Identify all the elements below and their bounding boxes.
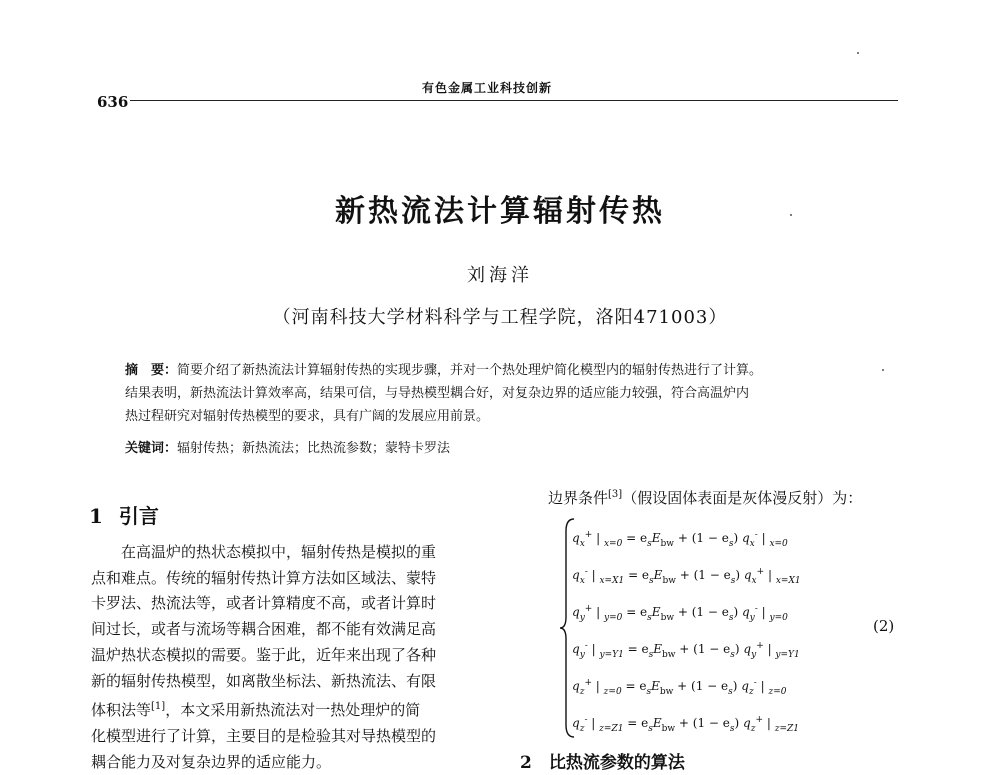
- boundary-equation: [572, 702, 801, 739]
- equation-token: + (1 − e: [679, 642, 731, 656]
- equation-token: z=0: [603, 687, 622, 697]
- equation-token: q: [743, 716, 751, 730]
- section-heading: [89, 500, 159, 529]
- equation-token: ): [733, 605, 739, 619]
- equation-token: ): [734, 642, 740, 656]
- equation-token: = e: [627, 642, 649, 656]
- boundary-intro: [548, 487, 862, 508]
- journal-name: 有色金属工业科技创新: [422, 81, 553, 95]
- section-title: 引言: [118, 504, 159, 528]
- equation-token: y: [751, 650, 757, 660]
- header-rule: [130, 100, 898, 101]
- equation-system: [572, 517, 801, 739]
- equation-token: y: [579, 650, 585, 660]
- equation-token: y: [579, 613, 585, 623]
- equation-token: x: [751, 576, 757, 586]
- equation-token: E: [653, 642, 662, 656]
- author: 刘海洋: [467, 265, 533, 286]
- equation-token: s: [647, 613, 652, 623]
- equation-token: q: [572, 679, 580, 693]
- boundary-equation: [572, 554, 801, 591]
- equation-token: ): [735, 568, 741, 582]
- equation-token: E: [651, 679, 660, 693]
- equation-token: + (1 − e: [677, 605, 729, 619]
- equation-token: y=Y1: [599, 650, 624, 660]
- equation-token: x: [579, 539, 585, 549]
- equation-token: = e: [625, 679, 647, 693]
- boundary-equation: [572, 591, 801, 628]
- scan-speck: [857, 52, 859, 54]
- equation-token: q: [572, 568, 580, 582]
- equation-token: z: [748, 687, 754, 697]
- equation-token: = e: [627, 716, 649, 730]
- paper-title: 新热流法计算辐射传热: [335, 194, 665, 229]
- equation-token: bw: [662, 576, 676, 586]
- equation-token: +: [756, 567, 765, 577]
- equation-token: y: [749, 613, 755, 623]
- equation-token: q: [741, 605, 750, 619]
- equation-token: E: [651, 531, 661, 545]
- equation-token: |: [592, 605, 604, 619]
- abstract-label: 摘 要：: [125, 363, 178, 378]
- body-line: 化模型进行了计算，主要目的是检验其对导热模型的: [91, 726, 437, 745]
- body-line: 新的辐射传热模型，如离散坐标法、新热流法、有限: [91, 671, 437, 690]
- equation-token: q: [572, 531, 580, 545]
- equation-token: ): [734, 716, 740, 730]
- equation-token: -: [754, 530, 758, 540]
- abstract: [125, 359, 885, 428]
- equation-token: |: [763, 716, 775, 730]
- equation-token: q: [572, 642, 580, 656]
- equation-token: z: [579, 724, 585, 734]
- body-line: 体积法等: [91, 701, 152, 720]
- equation-token: s: [648, 724, 653, 734]
- equation-token: s: [646, 687, 652, 697]
- equation-token: s: [648, 650, 654, 660]
- equation-token: |: [756, 679, 769, 693]
- equation-token: z=Z1: [774, 724, 799, 734]
- equation-token: y=0: [604, 613, 623, 623]
- boundary-equation: [572, 517, 801, 554]
- equation-token: z: [750, 724, 756, 734]
- abstract-line: 结果表明，新热流法计算效率高，结果可信，与导热模型耦合好，对复杂边界的适应能力较强，符合高温炉内: [125, 386, 750, 401]
- equation-token: x=X1: [599, 576, 625, 586]
- citation-ref: [1]: [151, 701, 166, 713]
- equation-token: E: [653, 568, 663, 582]
- body-line: ，本文采用新热流法对一热处理炉的简: [165, 701, 421, 720]
- equation-token: bw: [660, 613, 675, 623]
- boundary-equation: [572, 628, 801, 665]
- equation-token: E: [651, 605, 661, 619]
- equation-token: +: [755, 715, 764, 725]
- equation-token: s: [730, 576, 736, 586]
- equation-token: s: [728, 613, 734, 623]
- intro-text: （假设固体表面是灰体漫反射）为：: [622, 489, 863, 507]
- equation-token: z=0: [768, 687, 787, 697]
- equation-token: -: [584, 641, 588, 651]
- equation-token: |: [591, 679, 604, 693]
- equation-token: x=0: [769, 539, 788, 549]
- equation-token: |: [764, 568, 776, 582]
- equation-token: -: [753, 678, 757, 688]
- affiliation: （河南科技大学材料科学与工程学院，洛阳471003）: [272, 307, 728, 328]
- section-number: 1: [89, 504, 103, 528]
- equation-token: y=0: [769, 613, 788, 623]
- equation-token: -: [584, 567, 588, 577]
- equation-token: |: [587, 716, 600, 730]
- body-line: 在高温炉的热状态模拟中，辐射传热是模拟的重: [121, 543, 437, 561]
- equation-token: s: [649, 576, 654, 586]
- equation-token: s: [728, 539, 734, 549]
- equation-token: bw: [660, 539, 674, 549]
- equation-token: |: [763, 642, 776, 656]
- equation-token: ): [732, 679, 738, 693]
- boundary-equation: [572, 665, 801, 702]
- equation-token: + (1 − e: [677, 531, 729, 545]
- keywords-text: 辐射传热；新热流法；比热流参数；蒙特卡罗法: [177, 441, 451, 456]
- equation-token: +: [584, 678, 592, 688]
- equation-token: +: [584, 604, 593, 614]
- equation-token: s: [728, 687, 733, 697]
- equation-token: y=Y1: [775, 650, 800, 660]
- equation-token: -: [754, 604, 758, 614]
- equation-token: |: [592, 531, 604, 545]
- next-section-heading: 2 比热流参数的算法: [520, 753, 685, 773]
- body-line: 温炉热状态模拟的需要。鉴于此，近年来出现了各种: [91, 645, 437, 664]
- equation-token: = e: [626, 605, 648, 619]
- equation-token: s: [729, 724, 735, 734]
- equation-token: E: [652, 716, 662, 730]
- equation-token: x: [579, 576, 585, 586]
- equation-token: s: [647, 539, 652, 549]
- body-line: 间过长，或者与流场等耦合困难，都不能有效满足高: [91, 620, 437, 639]
- equation-token: +: [756, 641, 764, 651]
- equation-token: = e: [626, 531, 648, 545]
- equation-token: q: [572, 716, 580, 730]
- equation-token: x=X1: [775, 576, 801, 586]
- equation-token: z: [579, 687, 585, 697]
- equation-token: + (1 − e: [678, 716, 730, 730]
- abstract-line: 简要介绍了新热流法计算辐射传热的实现步骤，并对一个热处理炉简化模型内的辐射传热进行了计算。: [177, 363, 763, 378]
- equation-token: |: [587, 642, 600, 656]
- equation-token: q: [741, 531, 750, 545]
- equation-token: q: [743, 568, 752, 582]
- equation-token: q: [572, 605, 580, 619]
- equation-token: s: [730, 650, 735, 660]
- abstract-line: 热过程研究对辐射传热模型的要求，具有广阔的发展应用前景。: [125, 409, 490, 424]
- section-body: [91, 540, 491, 771]
- body-line: 卡罗法、热流法等，或者计算精度不高，或者计算时: [91, 594, 437, 613]
- equation-token: |: [757, 605, 770, 619]
- equation-token: + (1 − e: [679, 568, 731, 582]
- equation-token: bw: [661, 724, 676, 734]
- equation-token: x=0: [603, 539, 623, 549]
- equation-token: |: [587, 568, 600, 582]
- keywords: [125, 437, 450, 456]
- equation-token: bw: [662, 650, 676, 660]
- page-number: 636: [97, 93, 129, 111]
- equation-token: -: [584, 715, 588, 725]
- equation-token: x: [749, 539, 755, 549]
- intro-text: 边界条件: [548, 489, 609, 507]
- equation-token: = e: [628, 568, 650, 582]
- equation-token: + (1 − e: [677, 679, 729, 693]
- equation-token: |: [757, 531, 770, 545]
- equation-token: +: [584, 530, 593, 540]
- body-line: 耦合能力及对复杂边界的适应能力。: [91, 752, 332, 771]
- keywords-label: 关键词：: [125, 441, 178, 456]
- equation-token: z=Z1: [599, 724, 624, 734]
- equation-token: q: [741, 679, 749, 693]
- citation-ref: [3]: [608, 489, 623, 500]
- equation-token: ): [733, 531, 739, 545]
- equation-token: q: [743, 642, 752, 656]
- equation-number: (2): [873, 617, 895, 635]
- equation-token: bw: [659, 687, 674, 697]
- body-line: 点和难点。传统的辐射传热计算方法如区域法、蒙特: [91, 568, 437, 587]
